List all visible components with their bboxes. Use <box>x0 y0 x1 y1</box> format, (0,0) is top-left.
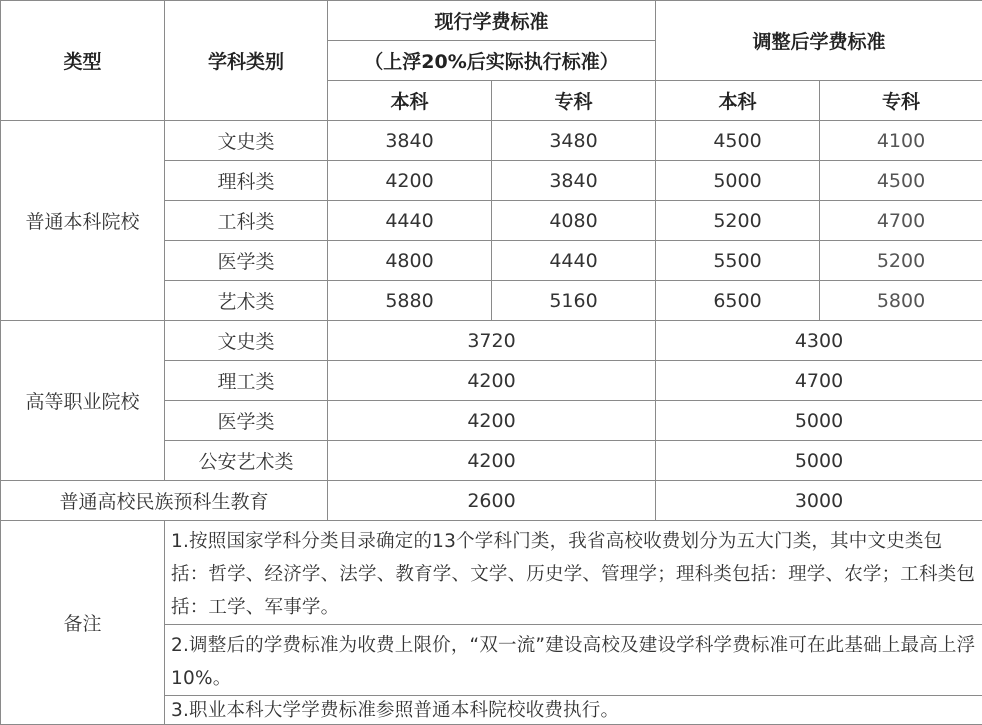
fee-cell: 4500 <box>656 121 820 161</box>
header-adjusted-title: 调整后学费标准 <box>656 1 982 81</box>
subject-cell: 理科类 <box>165 161 328 201</box>
header-current-subtitle: （上浮20%后实际执行标准） <box>328 41 656 81</box>
header-subject: 学科类别 <box>165 1 328 121</box>
fee-cell: 5000 <box>656 161 820 201</box>
fee-cell: 5800 <box>820 281 982 321</box>
notes-label: 备注 <box>1 521 165 725</box>
fee-cell: 5500 <box>656 241 820 281</box>
fee-cell: 3840 <box>492 161 656 201</box>
header-current-title: 现行学费标准 <box>328 1 656 41</box>
subject-cell: 文史类 <box>165 121 328 161</box>
fee-cell: 4700 <box>820 201 982 241</box>
fee-cell: 4200 <box>328 361 656 401</box>
fee-cell: 5160 <box>492 281 656 321</box>
fee-cell: 4700 <box>656 361 982 401</box>
fee-cell: 3720 <box>328 321 656 361</box>
fee-cell: 5200 <box>820 241 982 281</box>
subject-cell: 艺术类 <box>165 281 328 321</box>
subject-cell: 公安艺术类 <box>165 441 328 481</box>
fee-cell: 4440 <box>492 241 656 281</box>
fee-cell: 4100 <box>820 121 982 161</box>
header-type: 类型 <box>1 1 165 121</box>
fee-cell: 5000 <box>656 401 982 441</box>
fee-cell: 4440 <box>328 201 492 241</box>
subject-cell: 理工类 <box>165 361 328 401</box>
subject-cell: 医学类 <box>165 241 328 281</box>
fee-cell: 4080 <box>492 201 656 241</box>
header-current-junior: 专科 <box>492 81 656 121</box>
fee-cell: 4300 <box>656 321 982 361</box>
note-item: 2.调整后的学费标准为收费上限价，“双一流”建设高校及建设学科学费标准可在此基础上最高上浮10%。 <box>165 625 982 696</box>
fee-cell: 2600 <box>328 481 656 521</box>
fee-cell: 3480 <box>492 121 656 161</box>
note-item: 3.职业本科大学学费标准参照普通本科院校收费执行。 <box>165 696 982 725</box>
category-ethnic-prep: 普通高校民族预科生教育 <box>1 481 328 521</box>
category-undergrad: 普通本科院校 <box>1 121 165 321</box>
fee-cell: 4200 <box>328 401 656 441</box>
fee-cell: 4500 <box>820 161 982 201</box>
header-current-undergrad: 本科 <box>328 81 492 121</box>
fee-cell: 4200 <box>328 161 492 201</box>
category-vocational: 高等职业院校 <box>1 321 165 481</box>
header-adjusted-junior: 专科 <box>820 81 982 121</box>
fee-cell: 5200 <box>656 201 820 241</box>
fee-cell: 5000 <box>656 441 982 481</box>
subject-cell: 工科类 <box>165 201 328 241</box>
fee-cell: 3840 <box>328 121 492 161</box>
subject-cell: 文史类 <box>165 321 328 361</box>
fee-cell: 4800 <box>328 241 492 281</box>
fee-cell: 4200 <box>328 441 656 481</box>
header-adjusted-undergrad: 本科 <box>656 81 820 121</box>
note-item: 1.按照国家学科分类目录确定的13个学科门类，我省高校收费划分为五大门类，其中文史类包括：哲学、经济学、法学、教育学、文学、历史学、管理学；理科类包括：理学、农学；工科类包括：工学、军事学。 <box>165 521 982 625</box>
fee-cell: 3000 <box>656 481 982 521</box>
subject-cell: 医学类 <box>165 401 328 441</box>
fee-cell: 5880 <box>328 281 492 321</box>
fee-cell: 6500 <box>656 281 820 321</box>
